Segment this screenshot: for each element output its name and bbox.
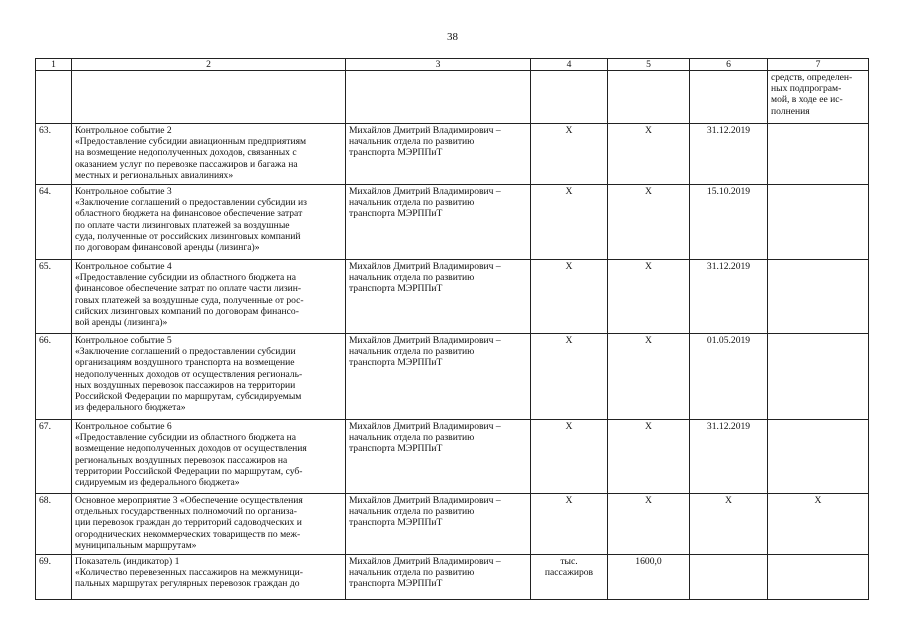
table-row	[36, 555, 869, 600]
event-description: Контрольное событие 3 «Заключение соглашений о предоставлении субсидии из областного бюджета на финансовое обеспечение затрат по оплате части лизинговых платежей за воздушные суда, полученные от российских лизинговых компаний по договорам финансовой аренды (лизинга)»	[72, 185, 346, 260]
cell-col7	[768, 334, 869, 420]
row-number: 64.	[36, 185, 72, 260]
cell-col5: X	[608, 185, 690, 260]
responsible-person: Михайлов Дмитрий Владимирович – начальник отдела по развитию транспорта МЭРППиТ	[346, 334, 531, 420]
row-number: 66.	[36, 334, 72, 420]
cell-col4: X	[531, 124, 608, 185]
cell-col7	[768, 124, 869, 185]
cell-col7: средств, определен- ных подпрограм- мой, в ходе ее ис- полнения	[768, 71, 869, 124]
responsible-person: Михайлов Дмитрий Владимирович – начальник отдела по развитию транспорта МЭРППиТ	[346, 185, 531, 260]
cell-col7	[768, 420, 869, 494]
cell-col4: X	[531, 185, 608, 260]
cell-col6: X	[690, 494, 768, 555]
cell-col5: X	[608, 334, 690, 420]
row-number	[36, 71, 72, 124]
header-row	[36, 59, 869, 71]
column-header-6: 6	[690, 59, 768, 71]
table-row	[36, 124, 869, 185]
cell-col7: X	[768, 494, 869, 555]
responsible-person: Михайлов Дмитрий Владимирович – начальник отдела по развитию транспорта МЭРППиТ	[346, 494, 531, 555]
cell-col6: 31.12.2019	[690, 124, 768, 185]
column-header-1: 1	[36, 59, 72, 71]
cell-col5: X	[608, 420, 690, 494]
column-header-7: 7	[768, 59, 869, 71]
unit-cell: тыс. пассажиров	[531, 555, 608, 600]
responsible-person: Михайлов Дмитрий Владимирович – начальник отдела по развитию транспорта МЭРППиТ	[346, 260, 531, 334]
event-description	[72, 71, 346, 124]
column-header-5: 5	[608, 59, 690, 71]
event-description: Контрольное событие 4 «Предоставление субсидии из областного бюджета на финансовое обеспечение затрат по оплате части лизин- говых платежей за воздушные суда, полученные от рос- сийских лизинговых компаний по договорам финансо- вой аренды (лизинга)»	[72, 260, 346, 334]
cell-col5: X	[608, 124, 690, 185]
page-number: 38	[447, 31, 458, 43]
row-number: 63.	[36, 124, 72, 185]
cell-col6: 01.05.2019	[690, 334, 768, 420]
cell-col4: X	[531, 334, 608, 420]
cell-col4	[531, 71, 608, 124]
event-description: Контрольное событие 2 «Предоставление субсидии авиационным предприятиям на возмещение недополученных доходов, связанных с оказанием услуг по перевозке пассажиров и багажа на местных и региональных авиалиниях»	[72, 124, 346, 185]
cell-col5: X	[608, 494, 690, 555]
cell-col4: X	[531, 494, 608, 555]
responsible-person: Михайлов Дмитрий Владимирович – начальник отдела по развитию транспорта МЭРППиТ	[346, 124, 531, 185]
row-number: 69.	[36, 555, 72, 600]
cell-col5	[608, 71, 690, 124]
cell-col6: 31.12.2019	[690, 420, 768, 494]
table-row	[36, 420, 869, 494]
value-cell: 1600,0	[608, 555, 690, 600]
event-description: Контрольное событие 6 «Предоставление субсидии из областного бюджета на возмещение недополученных доходов от осуществления региональных воздушных перевозок пассажиров на территории Российской Федерации по маршрутам, суб- сидируемым из федерального бюджета»	[72, 420, 346, 494]
column-header-3: 3	[346, 59, 531, 71]
column-header-2: 2	[72, 59, 346, 71]
cell-col5: X	[608, 260, 690, 334]
cell-col6: 15.10.2019	[690, 185, 768, 260]
event-description: Показатель (индикатор) 1 «Количество перевезенных пассажиров на межмуници- пальных маршрутах регулярных перевозок граждан до	[72, 555, 346, 600]
responsible-person	[346, 71, 531, 124]
table-row-continuation	[36, 71, 869, 124]
cell-col6	[690, 71, 768, 124]
cell-col6: 31.12.2019	[690, 260, 768, 334]
cell-col4: X	[531, 260, 608, 334]
responsible-person: Михайлов Дмитрий Владимирович – начальник отдела по развитию транспорта МЭРППиТ	[346, 555, 531, 600]
event-description: Основное мероприятие 3 «Обеспечение осуществления отдельных государственных полномочий по организа- ции перевозок граждан до территорий садоводческих и огороднических некоммерческих товариществ по меж- муниципальным маршрутам»	[72, 494, 346, 555]
row-number: 65.	[36, 260, 72, 334]
table-row	[36, 494, 869, 555]
event-description: Контрольное событие 5 «Заключение соглашений о предоставлении субсидии организациям воздушного транспорта на возмещение недополученных доходов от осуществления региональ- ных воздушных перевозок пассажиров на территории Российской Федерации по маршрутам, субсидируемым из федерального бюджета»	[72, 334, 346, 420]
events-table	[35, 58, 869, 600]
table-row	[36, 185, 869, 260]
cell-col4: X	[531, 420, 608, 494]
row-number: 67.	[36, 420, 72, 494]
cell-col7	[768, 555, 869, 600]
cell-col7	[768, 185, 869, 260]
table-row	[36, 260, 869, 334]
cell-col6	[690, 555, 768, 600]
row-number: 68.	[36, 494, 72, 555]
cell-col7	[768, 260, 869, 334]
responsible-person: Михайлов Дмитрий Владимирович – начальник отдела по развитию транспорта МЭРППиТ	[346, 420, 531, 494]
column-header-4: 4	[531, 59, 608, 71]
table-row	[36, 334, 869, 420]
